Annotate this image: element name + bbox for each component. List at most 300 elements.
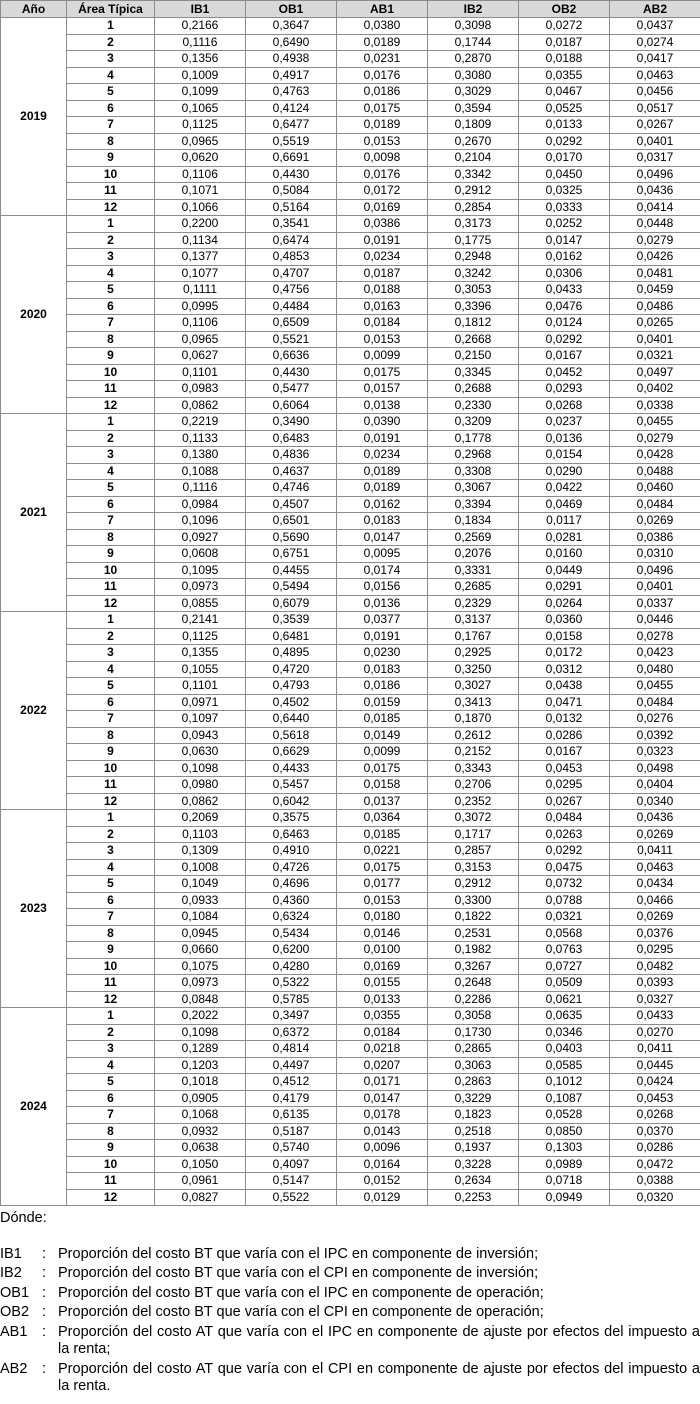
value-cell: 0,0437 [610,18,700,35]
table-row [1,529,700,546]
value-cell: 0,6636 [246,348,337,365]
value-cell: 0,2612 [428,727,519,744]
value-cell: 0,0177 [337,876,428,893]
value-cell: 0,0153 [337,331,428,348]
value-cell: 0,0147 [337,1090,428,1107]
value-cell: 0,0621 [519,991,610,1008]
value-cell: 0,0370 [610,1123,700,1140]
table-row [1,199,700,216]
value-cell: 0,0327 [610,991,700,1008]
value-cell: 0,2863 [428,1074,519,1091]
value-cell: 0,0855 [155,595,246,612]
area-cell: 6 [67,1090,155,1107]
value-cell: 0,0927 [155,529,246,546]
value-cell: 0,0291 [519,579,610,596]
area-cell: 9 [67,348,155,365]
value-cell: 0,1116 [155,34,246,51]
area-cell: 1 [67,18,155,35]
value-cell: 0,0411 [610,843,700,860]
value-cell: 0,0472 [610,1156,700,1173]
area-cell: 10 [67,364,155,381]
legend-list [0,1246,700,1396]
value-cell: 0,4124 [246,100,337,117]
area-cell: 4 [67,859,155,876]
value-cell: 0,5519 [246,133,337,150]
value-cell: 0,1012 [519,1074,610,1091]
value-cell: 0,0436 [610,183,700,200]
value-cell: 0,0183 [337,661,428,678]
value-cell: 0,1084 [155,909,246,926]
table-row [1,1156,700,1173]
legend-colon: : [42,1265,47,1281]
value-cell: 0,0267 [610,117,700,134]
area-cell: 9 [67,546,155,563]
value-cell: 0,3267 [428,958,519,975]
table-row [1,843,700,860]
area-cell: 5 [67,678,155,695]
value-cell: 0,0525 [519,100,610,117]
area-cell: 10 [67,1156,155,1173]
value-cell: 0,1106 [155,166,246,183]
table-row [1,678,700,695]
value-cell: 0,4502 [246,694,337,711]
value-cell: 0,0133 [337,991,428,1008]
legend-description: Proporción del costo BT que varía con el CPI en componente de inversión; [58,1265,539,1281]
value-cell: 0,2104 [428,150,519,167]
value-cell: 0,0180 [337,909,428,926]
value-cell: 0,0154 [519,447,610,464]
table-row [1,18,700,35]
value-cell: 0,2352 [428,793,519,810]
table-row [1,282,700,299]
value-cell: 0,6691 [246,150,337,167]
area-cell: 1 [67,810,155,827]
legend-code: AB1 [0,1323,28,1340]
value-cell: 0,1834 [428,513,519,530]
value-cell: 0,0276 [610,711,700,728]
value-cell: 0,0292 [519,331,610,348]
header-ob1: OB1 [246,1,337,18]
area-cell: 10 [67,760,155,777]
value-cell: 0,1097 [155,711,246,728]
value-cell: 0,0476 [519,298,610,315]
value-cell: 0,0459 [610,282,700,299]
value-cell: 0,0185 [337,826,428,843]
value-cell: 0,0850 [519,1123,610,1140]
value-cell: 0,0279 [610,430,700,447]
value-cell: 0,1822 [428,909,519,926]
area-cell: 3 [67,843,155,860]
table-row [1,51,700,68]
value-cell: 0,0393 [610,975,700,992]
value-cell: 0,0635 [519,1008,610,1025]
value-cell: 0,0175 [337,364,428,381]
legend-code: OB1 [0,1284,30,1301]
table-row [1,364,700,381]
value-cell: 0,0428 [610,447,700,464]
value-cell: 0,4756 [246,282,337,299]
value-cell: 0,4497 [246,1057,337,1074]
table-row [1,694,700,711]
value-cell: 0,4696 [246,876,337,893]
value-cell: 0,1075 [155,958,246,975]
table-row [1,397,700,414]
value-cell: 0,1289 [155,1041,246,1058]
table-row [1,975,700,992]
value-cell: 0,0325 [519,183,610,200]
year-cell: 2024 [1,1008,67,1206]
area-cell: 12 [67,793,155,810]
area-cell: 4 [67,265,155,282]
value-cell: 0,1303 [519,1140,610,1157]
value-cell: 0,0983 [155,381,246,398]
value-cell: 0,0306 [519,265,610,282]
legend-colon: : [42,1360,47,1377]
value-cell: 0,3575 [246,810,337,827]
table-row [1,34,700,51]
value-cell: 0,0528 [519,1107,610,1124]
area-cell: 11 [67,183,155,200]
value-cell: 0,1101 [155,678,246,695]
value-cell: 0,3137 [428,612,519,629]
value-cell: 0,0450 [519,166,610,183]
value-cell: 0,0471 [519,694,610,711]
area-cell: 2 [67,232,155,249]
value-cell: 0,4179 [246,1090,337,1107]
value-cell: 0,1812 [428,315,519,332]
year-cell: 2020 [1,216,67,414]
value-cell: 0,1077 [155,265,246,282]
value-cell: 0,2330 [428,397,519,414]
value-cell: 0,0933 [155,892,246,909]
value-cell: 0,0424 [610,1074,700,1091]
value-cell: 0,0146 [337,925,428,942]
table-row [1,727,700,744]
value-cell: 0,3242 [428,265,519,282]
legend-item [0,1324,700,1359]
value-cell: 0,3394 [428,496,519,513]
value-cell: 0,0174 [337,562,428,579]
value-cell: 0,2925 [428,645,519,662]
value-cell: 0,0355 [519,67,610,84]
table-row [1,496,700,513]
value-cell: 0,1101 [155,364,246,381]
value-cell: 0,2141 [155,612,246,629]
value-cell: 0,0188 [519,51,610,68]
value-cell: 0,1982 [428,942,519,959]
value-cell: 0,1717 [428,826,519,843]
value-cell: 0,5521 [246,331,337,348]
value-cell: 0,0401 [610,579,700,596]
area-cell: 8 [67,331,155,348]
table-row [1,166,700,183]
value-cell: 0,0124 [519,315,610,332]
value-cell: 0,1125 [155,628,246,645]
value-cell: 0,0438 [519,678,610,695]
table-row [1,331,700,348]
value-cell: 0,6477 [246,117,337,134]
legend [0,1210,700,1398]
table-row [1,826,700,843]
value-cell: 0,0234 [337,447,428,464]
legend-code: AB2 [0,1360,28,1377]
value-cell: 0,5494 [246,579,337,596]
value-cell: 0,0265 [610,315,700,332]
value-cell: 0,6135 [246,1107,337,1124]
value-cell: 0,0189 [337,34,428,51]
value-cell: 0,0763 [519,942,610,959]
value-cell: 0,0377 [337,612,428,629]
value-cell: 0,0484 [610,694,700,711]
table-row [1,447,700,464]
value-cell: 0,5147 [246,1173,337,1190]
value-cell: 0,0172 [519,645,610,662]
area-cell: 7 [67,711,155,728]
value-cell: 0,4720 [246,661,337,678]
value-cell: 0,2518 [428,1123,519,1140]
value-cell: 0,0390 [337,414,428,431]
table-row [1,925,700,942]
value-cell: 0,2531 [428,925,519,942]
area-cell: 5 [67,480,155,497]
value-cell: 0,0234 [337,249,428,266]
value-cell: 0,0184 [337,1024,428,1041]
value-cell: 0,1050 [155,1156,246,1173]
table-row [1,1189,700,1206]
value-cell: 0,0189 [337,117,428,134]
value-cell: 0,0152 [337,1173,428,1190]
table-row [1,793,700,810]
value-cell: 0,1009 [155,67,246,84]
value-cell: 0,4726 [246,859,337,876]
value-cell: 0,1096 [155,513,246,530]
value-cell: 0,0099 [337,744,428,761]
value-cell: 0,0732 [519,876,610,893]
value-cell: 0,1116 [155,480,246,497]
value-cell: 0,0269 [610,826,700,843]
value-cell: 0,0189 [337,480,428,497]
table-row [1,232,700,249]
value-cell: 0,0167 [519,744,610,761]
value-cell: 0,0434 [610,876,700,893]
value-cell: 0,0149 [337,727,428,744]
area-cell: 7 [67,315,155,332]
value-cell: 0,0448 [610,216,700,233]
value-cell: 0,1203 [155,1057,246,1074]
value-cell: 0,0453 [519,760,610,777]
value-cell: 0,3343 [428,760,519,777]
value-cell: 0,1018 [155,1074,246,1091]
table-row [1,760,700,777]
value-cell: 0,0312 [519,661,610,678]
value-cell: 0,4360 [246,892,337,909]
value-cell: 0,0484 [519,810,610,827]
value-cell: 0,3029 [428,84,519,101]
value-cell: 0,0136 [337,595,428,612]
value-cell: 0,0268 [610,1107,700,1124]
value-cell: 0,0627 [155,348,246,365]
value-cell: 0,1775 [428,232,519,249]
table-row [1,546,700,563]
legend-description: Proporción del costo AT que varía con el IPC en componente de ajuste por efectos del impuesto a la renta; [58,1323,700,1357]
year-cell: 2021 [1,414,67,612]
value-cell: 0,0608 [155,546,246,563]
value-cell: 0,0984 [155,496,246,513]
value-cell: 0,0862 [155,397,246,414]
value-cell: 0,4512 [246,1074,337,1091]
value-cell: 0,2569 [428,529,519,546]
value-cell: 0,0147 [337,529,428,546]
value-cell: 0,1870 [428,711,519,728]
value-cell: 0,0187 [337,265,428,282]
value-cell: 0,6501 [246,513,337,530]
area-cell: 6 [67,298,155,315]
value-cell: 0,0488 [610,463,700,480]
value-cell: 0,0147 [519,232,610,249]
value-cell: 0,0293 [519,381,610,398]
value-cell: 0,0380 [337,18,428,35]
value-cell: 0,0252 [519,216,610,233]
value-cell: 0,0157 [337,381,428,398]
table-row [1,430,700,447]
value-cell: 0,0497 [610,364,700,381]
value-cell: 0,0827 [155,1189,246,1206]
table-row [1,859,700,876]
value-cell: 0,0136 [519,430,610,447]
value-cell: 0,0337 [610,595,700,612]
value-cell: 0,2857 [428,843,519,860]
value-cell: 0,0186 [337,678,428,695]
value-cell: 0,0333 [519,199,610,216]
value-cell: 0,5187 [246,1123,337,1140]
area-cell: 12 [67,397,155,414]
header-ob2: OB2 [519,1,610,18]
table-row [1,117,700,134]
value-cell: 0,1111 [155,282,246,299]
value-cell: 0,1809 [428,117,519,134]
value-cell: 0,0422 [519,480,610,497]
value-cell: 0,2253 [428,1189,519,1206]
value-cell: 0,0480 [610,661,700,678]
value-cell: 0,5618 [246,727,337,744]
value-cell: 0,0191 [337,628,428,645]
table-row [1,876,700,893]
value-cell: 0,0321 [610,348,700,365]
value-cell: 0,0995 [155,298,246,315]
legend-colon: : [42,1245,47,1262]
table-row [1,67,700,84]
value-cell: 0,1088 [155,463,246,480]
value-cell: 0,0292 [519,843,610,860]
value-cell: 0,5785 [246,991,337,1008]
area-cell: 9 [67,744,155,761]
area-cell: 11 [67,1173,155,1190]
legend-description: Proporción del costo AT que varía con el CPI en componente de ajuste por efectos del impuesto a la renta. [58,1360,700,1394]
value-cell: 0,0158 [519,628,610,645]
table-row [1,265,700,282]
value-cell: 0,1066 [155,199,246,216]
area-cell: 2 [67,826,155,843]
value-cell: 0,3063 [428,1057,519,1074]
value-cell: 0,3308 [428,463,519,480]
area-cell: 7 [67,909,155,926]
value-cell: 0,0230 [337,645,428,662]
value-cell: 0,0401 [610,133,700,150]
table-header-row [1,1,700,18]
value-cell: 0,0155 [337,975,428,992]
header-area: Área Típica [67,1,155,18]
value-cell: 0,0286 [519,727,610,744]
value-cell: 0,0156 [337,579,428,596]
value-cell: 0,4938 [246,51,337,68]
table-row [1,1074,700,1091]
area-cell: 5 [67,84,155,101]
area-cell: 9 [67,942,155,959]
value-cell: 0,0932 [155,1123,246,1140]
value-cell: 0,0718 [519,1173,610,1190]
table-body [1,18,700,1206]
value-cell: 0,4793 [246,678,337,695]
value-cell: 0,0129 [337,1189,428,1206]
value-cell: 0,0281 [519,529,610,546]
value-cell: 0,0191 [337,232,428,249]
value-cell: 0,3396 [428,298,519,315]
legend-item [0,1246,700,1264]
value-cell: 0,0469 [519,496,610,513]
value-cell: 0,4484 [246,298,337,315]
table-row [1,1123,700,1140]
value-cell: 0,0862 [155,793,246,810]
header-ib1: IB1 [155,1,246,18]
value-cell: 0,3300 [428,892,519,909]
table-row [1,562,700,579]
value-cell: 0,0175 [337,100,428,117]
value-cell: 0,3345 [428,364,519,381]
table-row [1,711,700,728]
table-row [1,1041,700,1058]
table-row [1,315,700,332]
value-cell: 0,2152 [428,744,519,761]
value-cell: 0,0460 [610,480,700,497]
value-cell: 0,0153 [337,133,428,150]
area-cell: 5 [67,282,155,299]
header-ab2: AB2 [610,1,700,18]
value-cell: 0,6483 [246,430,337,447]
area-cell: 1 [67,612,155,629]
value-cell: 0,3331 [428,562,519,579]
value-cell: 0,0175 [337,760,428,777]
table-row [1,612,700,629]
year-cell: 2023 [1,810,67,1008]
table-row [1,249,700,266]
value-cell: 0,3490 [246,414,337,431]
value-cell: 0,1065 [155,100,246,117]
value-cell: 0,0446 [610,612,700,629]
value-cell: 0,0404 [610,777,700,794]
value-cell: 0,0445 [610,1057,700,1074]
table-row [1,1090,700,1107]
area-cell: 12 [67,1189,155,1206]
area-cell: 3 [67,1041,155,1058]
value-cell: 0,1767 [428,628,519,645]
value-cell: 0,6324 [246,909,337,926]
value-cell: 0,0727 [519,958,610,975]
value-cell: 0,2076 [428,546,519,563]
value-cell: 0,0137 [337,793,428,810]
area-cell: 2 [67,1024,155,1041]
value-cell: 0,0290 [519,463,610,480]
table-row [1,348,700,365]
